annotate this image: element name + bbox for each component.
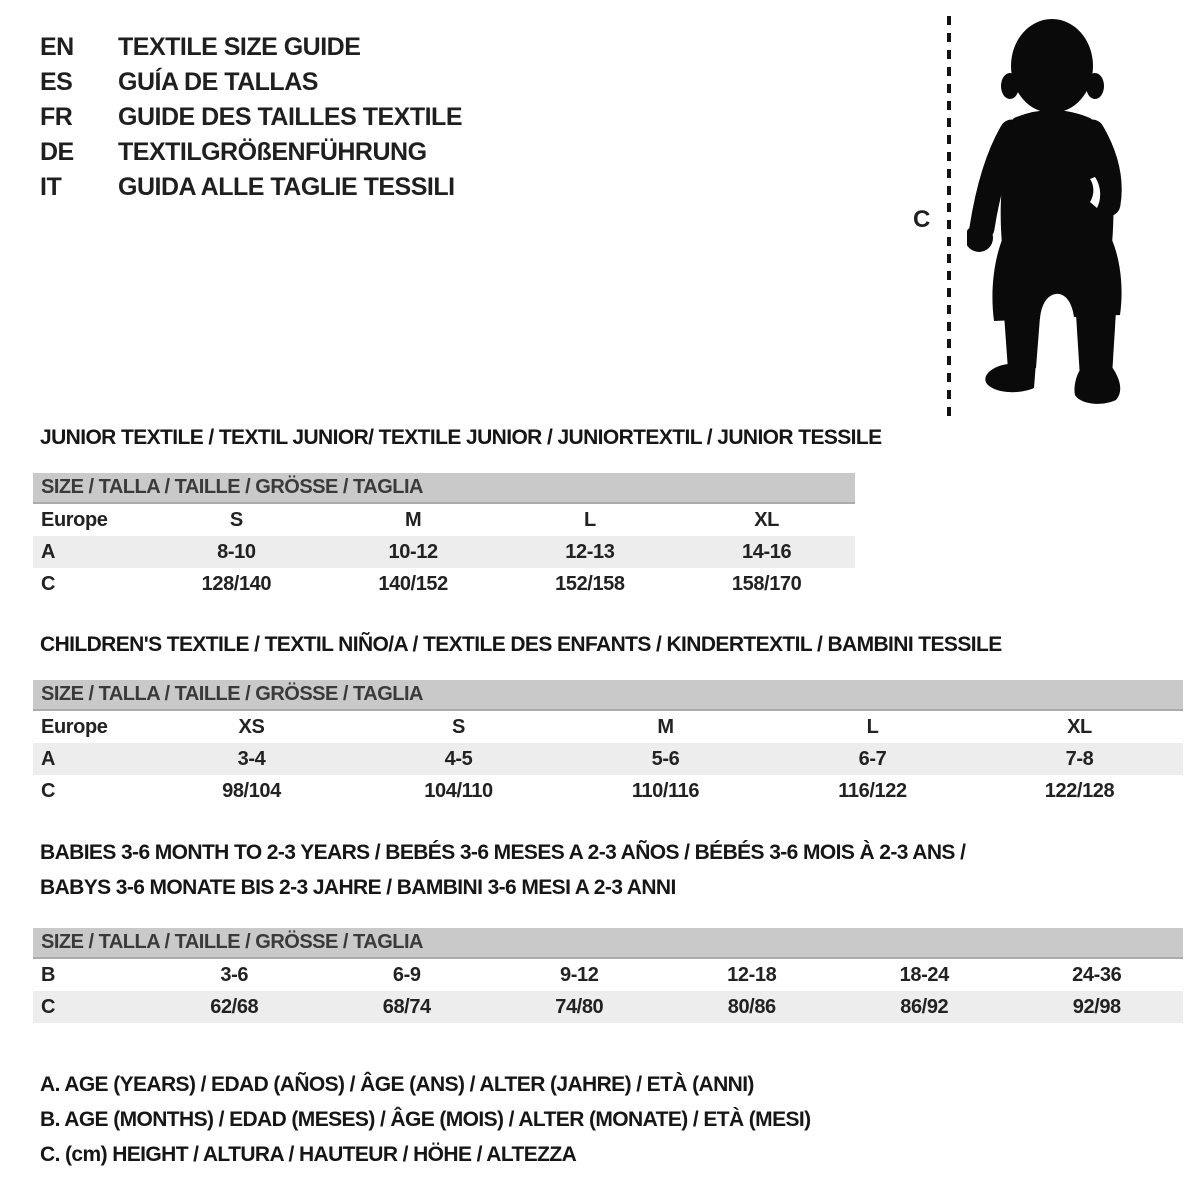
size-header-label: SIZE / TALLA / TAILLE / GRÖSSE / TAGLIA	[41, 476, 423, 498]
children-height-row	[33, 775, 1183, 807]
measure-label-c: C	[913, 206, 931, 233]
row-label: C	[41, 779, 56, 802]
value-cell: 104/110	[424, 779, 493, 802]
row-label: Europe	[41, 508, 108, 531]
value-cell: 116/122	[838, 779, 907, 802]
junior-europe-row	[33, 504, 855, 536]
language-title: GUÍA DE TALLAS	[118, 68, 318, 96]
babies-title-line2: BABYS 3-6 MONATE BIS 2-3 JAHRE / BAMBINI 3-6 MESI A 2-3 ANNI	[40, 876, 676, 899]
language-code: ES	[40, 68, 73, 96]
value-cell: 10-12	[388, 540, 438, 563]
children-europe-row	[33, 711, 1183, 743]
size-header-label: SIZE / TALLA / TAILLE / GRÖSSE / TAGLIA	[41, 931, 423, 953]
value-cell: 3-6	[220, 963, 249, 986]
legend-line-a: A. AGE (YEARS) / EDAD (AÑOS) / ÂGE (ANS) / ALTER (JAHRE) / ETÀ (ANNI)	[40, 1073, 754, 1096]
legend-line-b: B. AGE (MONTHS) / EDAD (MESES) / ÂGE (MOIS) / ALTER (MONATE) / ETÀ (MESI)	[40, 1108, 811, 1131]
row-label: B	[41, 963, 56, 986]
babies-months-row	[33, 959, 1183, 991]
junior-height-row	[33, 568, 855, 600]
junior-size-table	[33, 473, 1200, 600]
language-code: FR	[40, 103, 73, 131]
value-cell: 128/140	[201, 572, 272, 595]
language-title: TEXTILE SIZE GUIDE	[118, 33, 361, 61]
junior-section-title: JUNIOR TEXTILE / TEXTIL JUNIOR/ TEXTILE JUNIOR / JUNIORTEXTIL / JUNIOR TESSILE	[40, 426, 882, 449]
size-cell: XS	[238, 715, 265, 738]
size-cell: S	[452, 715, 465, 738]
value-cell: 152/158	[555, 572, 625, 595]
size-cell: XL	[1067, 715, 1092, 738]
value-cell: 3-4	[237, 747, 266, 770]
value-cell: 7-8	[1065, 747, 1094, 770]
value-cell: 9-12	[560, 963, 599, 986]
size-cell: M	[657, 715, 674, 738]
value-cell: 6-7	[858, 747, 887, 770]
children-size-table	[33, 680, 1200, 807]
language-title: TEXTILGRÖßENFÜHRUNG	[118, 138, 427, 166]
babies-table-header	[33, 928, 1183, 959]
value-cell: 4-5	[444, 747, 473, 770]
value-cell: 62/68	[210, 995, 259, 1018]
size-cell: XL	[754, 508, 779, 531]
value-cell: 92/98	[1072, 995, 1121, 1018]
value-cell: 12-18	[727, 963, 777, 986]
babies-title-line1: BABIES 3-6 MONTH TO 2-3 YEARS / BEBÉS 3-6 MESES A 2-3 AÑOS / BÉBÉS 3-6 MOIS À 2-3 ANS /	[40, 841, 966, 864]
junior-table-header	[33, 473, 855, 504]
legend	[40, 1067, 1200, 1172]
junior-age-row	[33, 536, 855, 568]
value-cell: 98/104	[222, 779, 281, 802]
value-cell: 158/170	[731, 572, 802, 595]
legend-line-c: C. (cm) HEIGHT / ALTURA / HAUTEUR / HÖHE / ALTEZZA	[40, 1143, 577, 1166]
value-cell: 80/86	[727, 995, 776, 1018]
value-cell: 12-13	[565, 540, 615, 563]
value-cell: 18-24	[899, 963, 949, 986]
row-label: A	[41, 747, 56, 770]
language-code: DE	[40, 138, 74, 166]
row-label: Europe	[41, 715, 108, 738]
row-label: C	[41, 572, 56, 595]
children-table-header	[33, 680, 1183, 711]
babies-size-table	[33, 928, 1200, 1023]
value-cell: 110/116	[631, 779, 700, 802]
value-cell: 68/74	[382, 995, 431, 1018]
value-cell: 122/128	[1044, 779, 1115, 802]
size-cell: M	[404, 508, 422, 531]
language-title: GUIDA ALLE TAGLIE TESSILI	[118, 173, 455, 201]
value-cell: 5-6	[651, 747, 680, 770]
size-header-label: SIZE / TALLA / TAILLE / GRÖSSE / TAGLIA	[41, 683, 423, 705]
size-cell: S	[229, 508, 243, 531]
language-title: GUIDE DES TAILLES TEXTILE	[118, 103, 463, 131]
value-cell: 8-10	[217, 540, 256, 563]
value-cell: 24-36	[1072, 963, 1122, 986]
value-cell: 140/152	[378, 572, 448, 595]
babies-height-row	[33, 991, 1183, 1023]
value-cell: 86/92	[900, 995, 949, 1018]
value-cell: 74/80	[555, 995, 604, 1018]
value-cell: 6-9	[392, 963, 421, 986]
babies-section-title	[40, 835, 1200, 905]
row-label: C	[41, 995, 56, 1018]
row-label: A	[41, 540, 56, 563]
language-code: IT	[40, 173, 62, 201]
children-section-title: CHILDREN'S TEXTILE / TEXTIL NIÑO/A / TEXTILE DES ENFANTS / KINDERTEXTIL / BAMBINI TESSILE	[40, 633, 1002, 656]
children-age-row	[33, 743, 1183, 775]
size-cell: L	[583, 508, 596, 531]
language-code: EN	[40, 33, 74, 61]
value-cell: 14-16	[742, 540, 792, 563]
size-cell: L	[866, 715, 879, 738]
